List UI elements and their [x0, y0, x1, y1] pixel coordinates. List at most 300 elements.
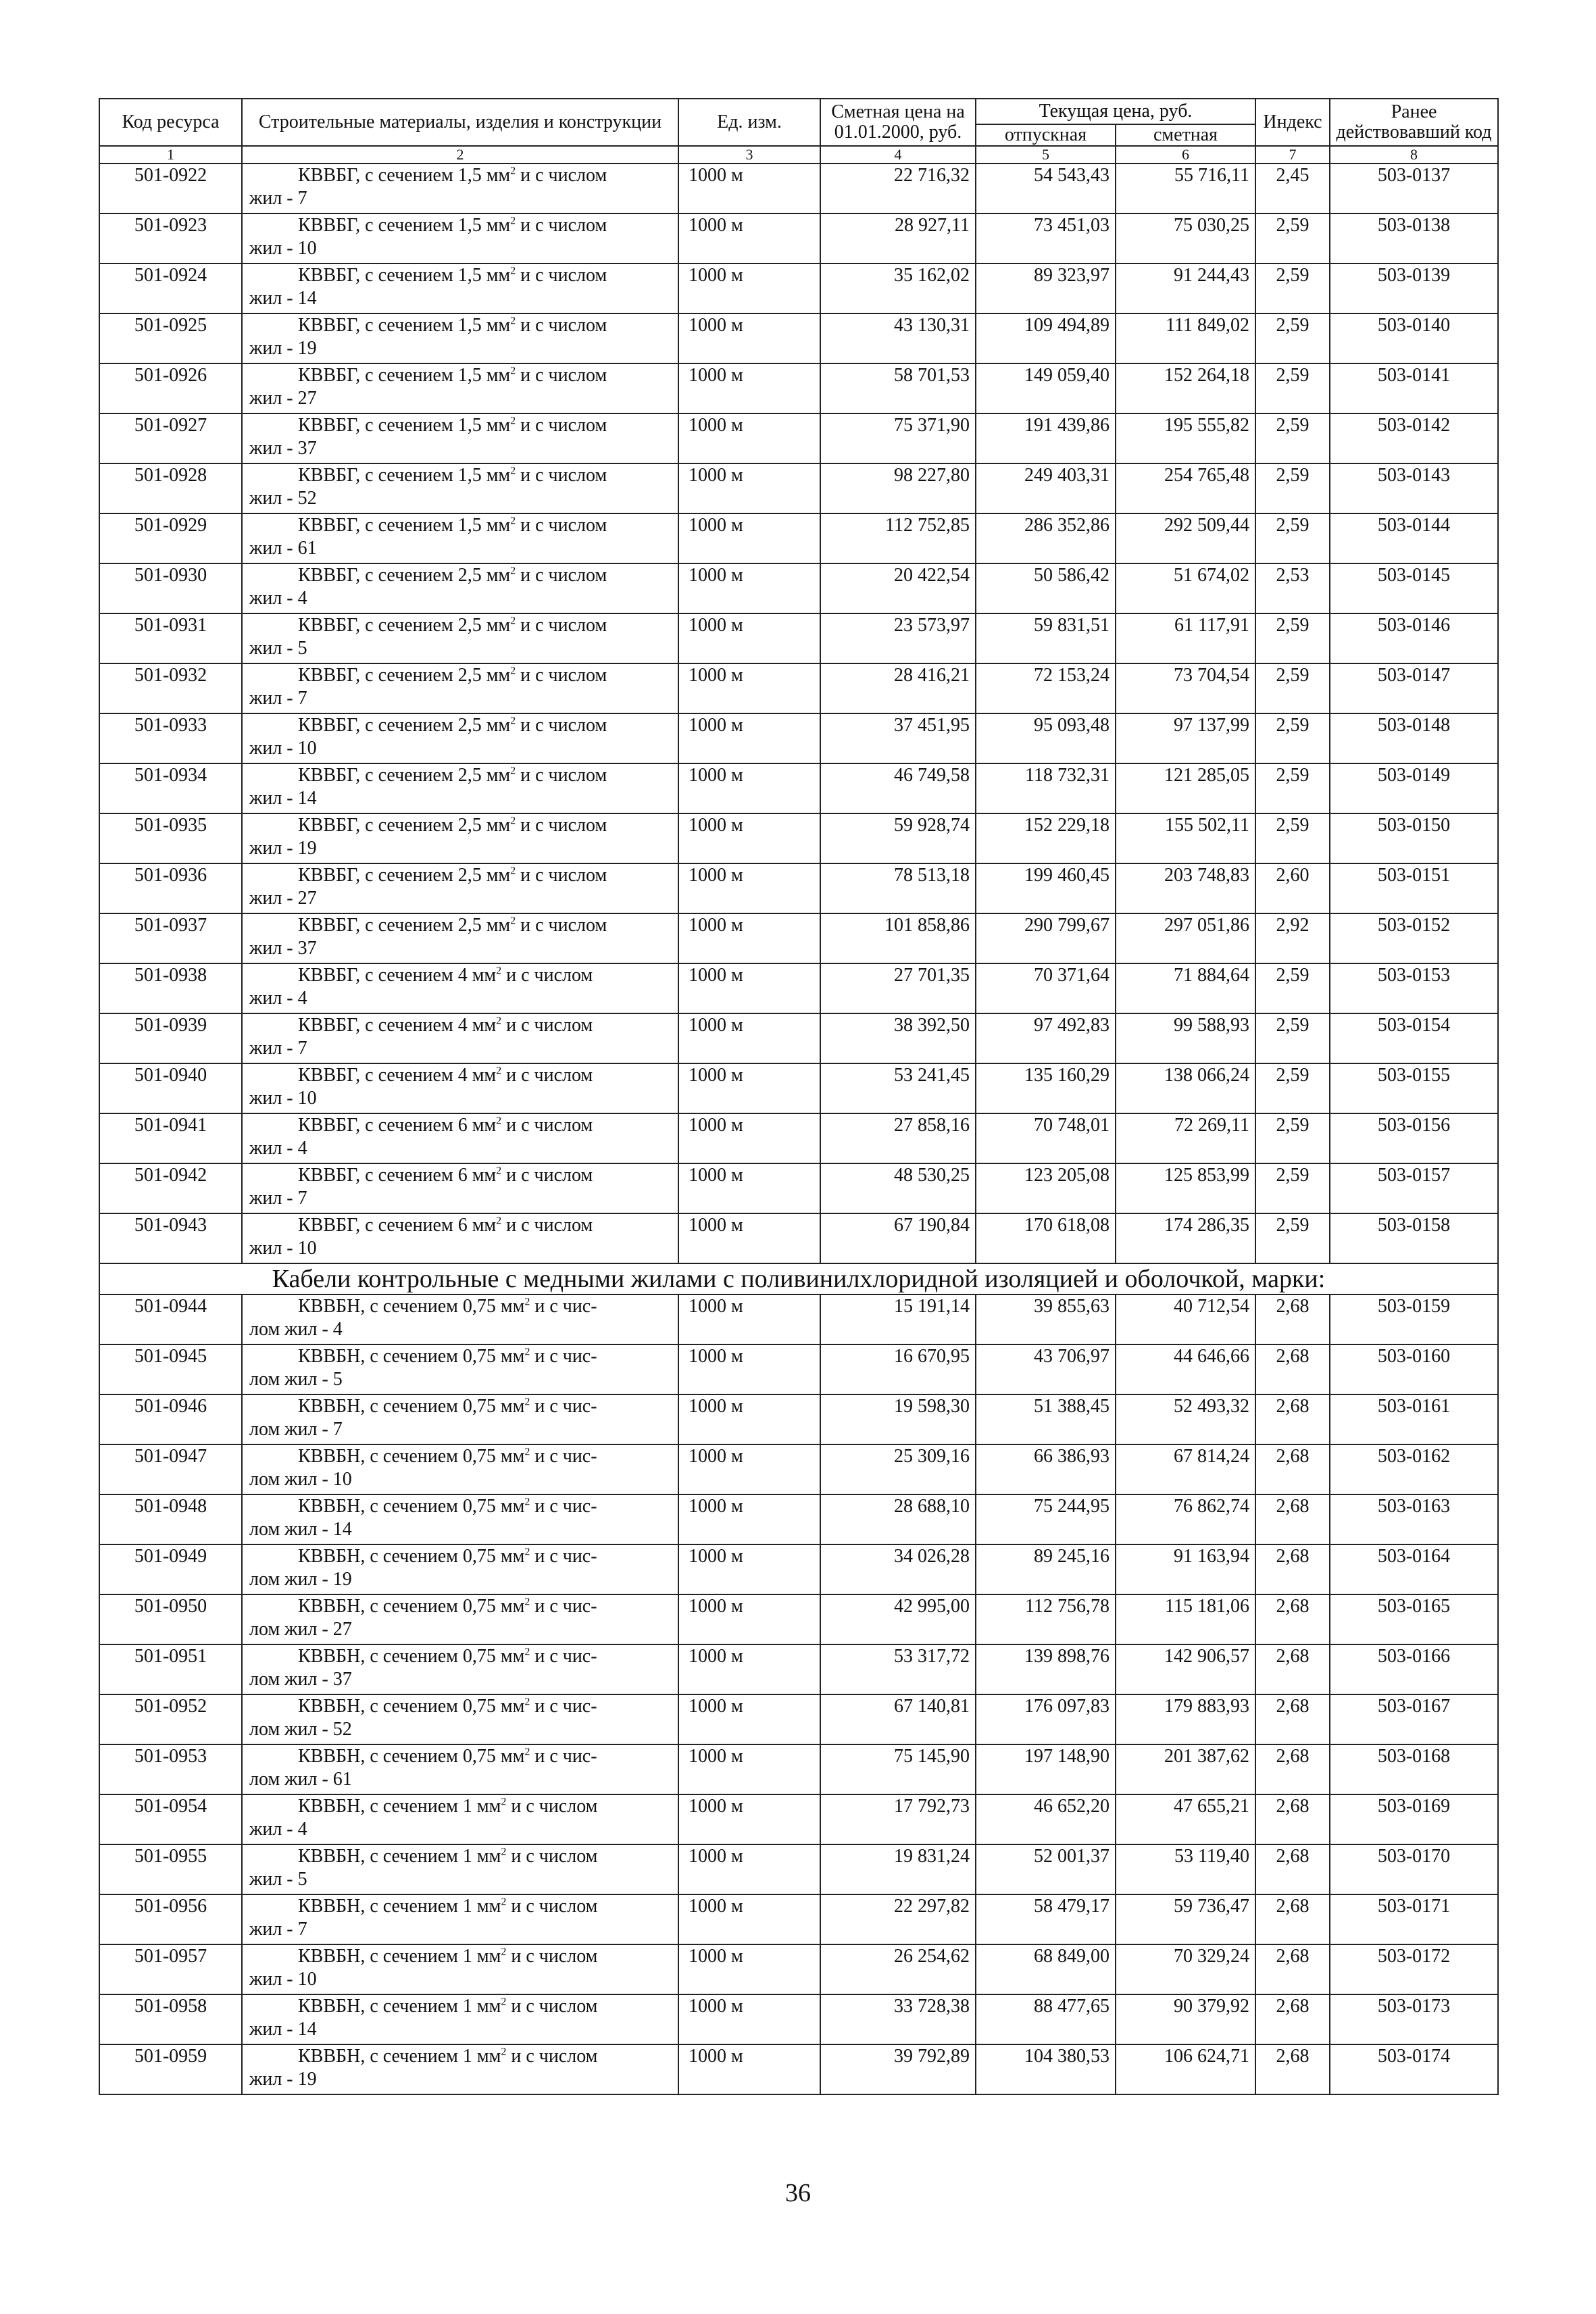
- material-name-cell: [242, 513, 678, 563]
- material-name-line1: КВВБГ, с сечением 2,5 $мм^2$ и с числом: [298, 865, 607, 886]
- resource-code-cell: 501-0945: [99, 1344, 242, 1394]
- index-cell: 2,59: [1255, 613, 1330, 663]
- material-name-cell: [242, 1894, 678, 1944]
- price-2000-cell: 33 728,38: [820, 1994, 976, 2044]
- old-code-cell: 503-0154: [1330, 1013, 1498, 1063]
- old-code-cell: 503-0167: [1330, 1694, 1498, 1744]
- column-number: 6: [1116, 146, 1255, 164]
- release-price-cell: 104 380,53: [976, 2044, 1116, 2094]
- material-name-line1: КВВБГ, с сечением 1,5 $мм^2$ и с числом: [298, 215, 607, 236]
- estimate-price-cell: 44 646,66: [1116, 1344, 1255, 1394]
- estimate-price-cell: 53 119,40: [1116, 1844, 1255, 1894]
- release-price-cell: 88 477,65: [976, 1994, 1116, 2044]
- price-2000-cell: 58 701,53: [820, 363, 976, 413]
- material-name-line1: КВВБН, с сечением 0,75 $мм^2$ и с чис-: [298, 1496, 597, 1517]
- table-row: [99, 1794, 1498, 1844]
- index-cell: 2,59: [1255, 513, 1330, 563]
- old-code-cell: 503-0158: [1330, 1213, 1498, 1263]
- table-row: [99, 164, 1498, 213]
- resource-code-cell: 501-0948: [99, 1494, 242, 1544]
- unit-cell: 1000 м: [678, 713, 820, 763]
- price-2000-cell: 19 831,24: [820, 1844, 976, 1894]
- resource-code-cell: 501-0952: [99, 1694, 242, 1744]
- material-name-cell: [242, 1494, 678, 1544]
- old-code-cell: 503-0138: [1330, 213, 1498, 263]
- old-code-cell: 503-0169: [1330, 1794, 1498, 1844]
- estimate-price-cell: 201 387,62: [1116, 1744, 1255, 1794]
- material-name-line2: жил - 7: [249, 688, 307, 709]
- index-cell: 2,68: [1255, 1344, 1330, 1394]
- price-2000-cell: 17 792,73: [820, 1794, 976, 1844]
- material-name-line1: КВВБГ, с сечением 1,5 $мм^2$ и с числом: [298, 515, 607, 536]
- index-cell: 2,68: [1255, 1894, 1330, 1944]
- resource-code-cell: 501-0935: [99, 813, 242, 863]
- release-price-cell: 58 479,17: [976, 1894, 1116, 1944]
- estimate-price-cell: 76 862,74: [1116, 1494, 1255, 1544]
- material-name-cell: [242, 1944, 678, 1994]
- material-name-line1: КВВБН, с сечением 1 $мм^2$ и с числом: [298, 2046, 598, 2067]
- estimate-price-cell: 73 704,54: [1116, 663, 1255, 713]
- material-name-line1: КВВБГ, с сечением 6 $мм^2$ и с числом: [298, 1115, 593, 1136]
- old-code-cell: 503-0156: [1330, 1113, 1498, 1163]
- release-price-cell: 135 160,29: [976, 1063, 1116, 1113]
- material-name-line2: лом жил - 37: [249, 1669, 352, 1690]
- unit-cell: 1000 м: [678, 1113, 820, 1163]
- estimate-price-cell: 47 655,21: [1116, 1794, 1255, 1844]
- price-2000-cell: 28 688,10: [820, 1494, 976, 1544]
- material-name-line2: жил - 10: [249, 238, 317, 259]
- estimate-price-cell: 142 906,57: [1116, 1644, 1255, 1694]
- price-2000-cell: 42 995,00: [820, 1594, 976, 1644]
- price-2000-cell: 15 191,14: [820, 1294, 976, 1344]
- resource-code-cell: 501-0936: [99, 863, 242, 913]
- unit-cell: 1000 м: [678, 1544, 820, 1594]
- column-number: 1: [99, 146, 242, 164]
- material-name-line2: жил - 7: [249, 188, 307, 209]
- unit-cell: 1000 м: [678, 1644, 820, 1694]
- release-price-cell: 72 153,24: [976, 663, 1116, 713]
- release-price-cell: 51 388,45: [976, 1394, 1116, 1444]
- material-name-cell: [242, 1163, 678, 1213]
- old-code-cell: 503-0170: [1330, 1844, 1498, 1894]
- material-name-cell: [242, 1444, 678, 1494]
- table-row: [99, 413, 1498, 463]
- release-price-cell: 290 799,67: [976, 913, 1116, 963]
- material-name-cell: [242, 1394, 678, 1444]
- estimate-price-cell: 125 853,99: [1116, 1163, 1255, 1213]
- material-name-line2: жил - 4: [249, 588, 307, 609]
- material-name-line1: КВВБН, с сечением 0,75 $мм^2$ и с чис-: [298, 1746, 597, 1767]
- price-2000-cell: 75 145,90: [820, 1744, 976, 1794]
- unit-cell: 1000 м: [678, 363, 820, 413]
- material-name-line2: жил - 14: [249, 788, 317, 809]
- price-2000-cell: 37 451,95: [820, 713, 976, 763]
- table-row: [99, 1844, 1498, 1894]
- column-number: 2: [242, 146, 678, 164]
- resource-code-cell: 501-0954: [99, 1794, 242, 1844]
- resource-code-cell: 501-0940: [99, 1063, 242, 1113]
- header-release-price: отпускная: [976, 124, 1116, 146]
- release-price-cell: 46 652,20: [976, 1794, 1116, 1844]
- material-name-line2: жил - 14: [249, 288, 317, 309]
- release-price-cell: 109 494,89: [976, 313, 1116, 363]
- material-name-cell: [242, 913, 678, 963]
- index-cell: 2,68: [1255, 1644, 1330, 1694]
- unit-cell: 1000 м: [678, 1744, 820, 1794]
- price-2000-cell: 59 928,74: [820, 813, 976, 863]
- release-price-cell: 197 148,90: [976, 1744, 1116, 1794]
- estimate-price-cell: 152 264,18: [1116, 363, 1255, 413]
- table-row: [99, 1994, 1498, 2044]
- index-cell: 2,53: [1255, 563, 1330, 613]
- table-row: [99, 1644, 1498, 1694]
- material-name-cell: [242, 963, 678, 1013]
- price-2000-cell: 38 392,50: [820, 1013, 976, 1063]
- release-price-cell: 249 403,31: [976, 463, 1116, 513]
- release-price-cell: 191 439,86: [976, 413, 1116, 463]
- material-name-cell: [242, 1213, 678, 1263]
- table-row: [99, 813, 1498, 863]
- table-row: [99, 1694, 1498, 1744]
- material-name-cell: [242, 763, 678, 813]
- unit-cell: 1000 м: [678, 1163, 820, 1213]
- material-name-line2: жил - 5: [249, 638, 307, 659]
- price-table: [99, 98, 1499, 2095]
- material-name-line1: КВВБГ, с сечением 2,5 $мм^2$ и с числом: [298, 915, 607, 936]
- material-name-cell: [242, 313, 678, 363]
- estimate-price-cell: 292 509,44: [1116, 513, 1255, 563]
- index-cell: 2,68: [1255, 1544, 1330, 1594]
- unit-cell: 1000 м: [678, 663, 820, 713]
- unit-cell: 1000 м: [678, 1294, 820, 1344]
- table-row: [99, 1394, 1498, 1444]
- material-name-line1: КВВБГ, с сечением 1,5 $мм^2$ и с числом: [298, 365, 607, 386]
- material-name-line1: КВВБН, с сечением 0,75 $мм^2$ и с чис-: [298, 1346, 597, 1367]
- material-name-line2: жил - 27: [249, 888, 317, 909]
- material-name-line2: жил - 4: [249, 988, 307, 1009]
- estimate-price-cell: 106 624,71: [1116, 2044, 1255, 2094]
- material-name-line1: КВВБГ, с сечением 4 $мм^2$ и с числом: [298, 1015, 593, 1036]
- material-name-cell: [242, 164, 678, 213]
- price-2000-cell: 48 530,25: [820, 1163, 976, 1213]
- header-estimate-price: сметная: [1116, 124, 1255, 146]
- price-2000-cell: 27 858,16: [820, 1113, 976, 1163]
- material-name-line2: лом жил - 27: [249, 1619, 352, 1640]
- old-code-cell: 503-0150: [1330, 813, 1498, 863]
- material-name-line2: жил - 10: [249, 1969, 317, 1990]
- price-2000-cell: 75 371,90: [820, 413, 976, 463]
- resource-code-cell: 501-0949: [99, 1544, 242, 1594]
- unit-cell: 1000 м: [678, 1694, 820, 1744]
- release-price-cell: 97 492,83: [976, 1013, 1116, 1063]
- material-name-line1: КВВБН, с сечением 0,75 $мм^2$ и с чис-: [298, 1596, 597, 1617]
- old-code-cell: 503-0171: [1330, 1894, 1498, 1944]
- table-row: [99, 963, 1498, 1013]
- release-price-cell: 54 543,43: [976, 164, 1116, 213]
- column-number: 3: [678, 146, 820, 164]
- old-code-cell: 503-0142: [1330, 413, 1498, 463]
- table-row: [99, 1294, 1498, 1344]
- resource-code-cell: 501-0924: [99, 263, 242, 313]
- unit-cell: 1000 м: [678, 1494, 820, 1544]
- resource-code-cell: 501-0934: [99, 763, 242, 813]
- material-name-line1: КВВБН, с сечением 0,75 $мм^2$ и с чис-: [298, 1646, 597, 1667]
- table-row: [99, 1163, 1498, 1213]
- unit-cell: 1000 м: [678, 913, 820, 963]
- price-2000-cell: 26 254,62: [820, 1944, 976, 1994]
- estimate-price-cell: 72 269,11: [1116, 1113, 1255, 1163]
- column-number: 8: [1330, 146, 1498, 164]
- resource-code-cell: 501-0925: [99, 313, 242, 363]
- index-cell: 2,59: [1255, 1113, 1330, 1163]
- unit-cell: 1000 м: [678, 1444, 820, 1494]
- table-row: [99, 463, 1498, 513]
- old-code-cell: 503-0166: [1330, 1644, 1498, 1694]
- index-cell: 2,68: [1255, 1494, 1330, 1544]
- old-code-cell: 503-0165: [1330, 1594, 1498, 1644]
- old-code-cell: 503-0155: [1330, 1063, 1498, 1113]
- resource-code-cell: 501-0943: [99, 1213, 242, 1263]
- material-name-line1: КВВБН, с сечением 1 $мм^2$ и с числом: [298, 1946, 598, 1967]
- index-cell: 2,59: [1255, 963, 1330, 1013]
- price-2000-cell: 22 716,32: [820, 164, 976, 213]
- resource-code-cell: 501-0932: [99, 663, 242, 713]
- resource-code-cell: 501-0927: [99, 413, 242, 463]
- resource-code-cell: 501-0933: [99, 713, 242, 763]
- table-row: [99, 1494, 1498, 1544]
- resource-code-cell: 501-0931: [99, 613, 242, 663]
- material-name-line1: КВВБГ, с сечением 2,5 $мм^2$ и с числом: [298, 565, 607, 586]
- header-resource-code: Код ресурса: [99, 99, 242, 146]
- old-code-cell: 503-0160: [1330, 1344, 1498, 1394]
- material-name-cell: [242, 863, 678, 913]
- price-2000-cell: 53 241,45: [820, 1063, 976, 1113]
- table-row: [99, 913, 1498, 963]
- material-name-cell: [242, 1344, 678, 1394]
- table-row: [99, 613, 1498, 663]
- release-price-cell: 118 732,31: [976, 763, 1116, 813]
- resource-code-cell: 501-0953: [99, 1744, 242, 1794]
- release-price-cell: 75 244,95: [976, 1494, 1116, 1544]
- material-name-line2: лом жил - 10: [249, 1469, 352, 1490]
- material-name-line1: КВВБН, с сечением 0,75 $мм^2$ и с чис-: [298, 1546, 597, 1567]
- estimate-price-cell: 91 244,43: [1116, 263, 1255, 313]
- price-2000-cell: 28 416,21: [820, 663, 976, 713]
- material-name-cell: [242, 1594, 678, 1644]
- material-name-line2: жил - 10: [249, 1238, 317, 1259]
- index-cell: 2,59: [1255, 413, 1330, 463]
- unit-cell: 1000 м: [678, 213, 820, 263]
- release-price-cell: 176 097,83: [976, 1694, 1116, 1744]
- table-row: [99, 363, 1498, 413]
- unit-cell: 1000 м: [678, 313, 820, 363]
- index-cell: 2,60: [1255, 863, 1330, 913]
- index-cell: 2,68: [1255, 1744, 1330, 1794]
- resource-code-cell: 501-0950: [99, 1594, 242, 1644]
- resource-code-cell: 501-0947: [99, 1444, 242, 1494]
- table-row: [99, 1894, 1498, 1944]
- index-cell: 2,59: [1255, 1063, 1330, 1113]
- material-name-cell: [242, 1794, 678, 1844]
- column-number: 4: [820, 146, 976, 164]
- material-name-line2: лом жил - 4: [249, 1319, 343, 1340]
- old-code-cell: 503-0143: [1330, 463, 1498, 513]
- unit-cell: 1000 м: [678, 1394, 820, 1444]
- index-cell: 2,68: [1255, 1444, 1330, 1494]
- material-name-cell: [242, 463, 678, 513]
- table-row: [99, 563, 1498, 613]
- table-row: [99, 1344, 1498, 1394]
- price-2000-cell: 98 227,80: [820, 463, 976, 513]
- old-code-cell: 503-0163: [1330, 1494, 1498, 1544]
- material-name-line1: КВВБГ, с сечением 1,5 $мм^2$ и с числом: [298, 315, 607, 336]
- header-price-2000: Сметная цена на 01.01.2000, руб.: [820, 99, 976, 146]
- price-2000-cell: 78 513,18: [820, 863, 976, 913]
- release-price-cell: 39 855,63: [976, 1294, 1116, 1344]
- unit-cell: 1000 м: [678, 413, 820, 463]
- table-row: [99, 1544, 1498, 1594]
- price-table-sheet: [99, 98, 1497, 2095]
- index-cell: 2,59: [1255, 1163, 1330, 1213]
- unit-cell: 1000 м: [678, 1594, 820, 1644]
- old-code-cell: 503-0140: [1330, 313, 1498, 363]
- estimate-price-cell: 195 555,82: [1116, 413, 1255, 463]
- resource-code-cell: 501-0928: [99, 463, 242, 513]
- release-price-cell: 152 229,18: [976, 813, 1116, 863]
- table-row: [99, 313, 1498, 363]
- release-price-cell: 59 831,51: [976, 613, 1116, 663]
- index-cell: 2,59: [1255, 1013, 1330, 1063]
- table-row: [99, 513, 1498, 563]
- material-name-cell: [242, 1544, 678, 1594]
- material-name-cell: [242, 1844, 678, 1894]
- material-name-line2: лом жил - 61: [249, 1769, 352, 1790]
- material-name-cell: [242, 1113, 678, 1163]
- price-2000-cell: 67 190,84: [820, 1213, 976, 1263]
- table-row: [99, 1113, 1498, 1163]
- release-price-cell: 52 001,37: [976, 1844, 1116, 1894]
- material-name-cell: [242, 213, 678, 263]
- material-name-cell: [242, 613, 678, 663]
- index-cell: 2,59: [1255, 463, 1330, 513]
- unit-cell: 1000 м: [678, 863, 820, 913]
- material-name-cell: [242, 1744, 678, 1794]
- material-name-line2: лом жил - 5: [249, 1369, 343, 1390]
- table-row: [99, 263, 1498, 313]
- material-name-line1: КВВБГ, с сечением 6 $мм^2$ и с числом: [298, 1165, 593, 1186]
- material-name-line2: лом жил - 14: [249, 1519, 352, 1540]
- old-code-cell: 503-0174: [1330, 2044, 1498, 2094]
- unit-cell: 1000 м: [678, 2044, 820, 2094]
- estimate-price-cell: 111 849,02: [1116, 313, 1255, 363]
- release-price-cell: 139 898,76: [976, 1644, 1116, 1694]
- price-2000-cell: 25 309,16: [820, 1444, 976, 1494]
- index-cell: 2,59: [1255, 1213, 1330, 1263]
- material-name-line1: КВВБГ, с сечением 1,5 $мм^2$ и с числом: [298, 165, 607, 186]
- table-row: [99, 2044, 1498, 2094]
- material-name-cell: [242, 1294, 678, 1344]
- old-code-cell: 503-0162: [1330, 1444, 1498, 1494]
- price-2000-cell: 27 701,35: [820, 963, 976, 1013]
- old-code-cell: 503-0153: [1330, 963, 1498, 1013]
- material-name-line1: КВВБГ, с сечением 4 $мм^2$ и с числом: [298, 1065, 593, 1086]
- unit-cell: 1000 м: [678, 1944, 820, 1994]
- material-name-line1: КВВБГ, с сечением 2,5 $мм^2$ и с числом: [298, 715, 607, 736]
- price-2000-cell: 112 752,85: [820, 513, 976, 563]
- table-row: [99, 713, 1498, 763]
- release-price-cell: 123 205,08: [976, 1163, 1116, 1213]
- unit-cell: 1000 м: [678, 463, 820, 513]
- price-2000-cell: 20 422,54: [820, 563, 976, 613]
- material-name-cell: [242, 263, 678, 313]
- section-title: Кабели контрольные с медными жилами с поливинилхлоридной изоляцией и оболочкой, марки:: [99, 1263, 1498, 1294]
- unit-cell: 1000 м: [678, 763, 820, 813]
- estimate-price-cell: 90 379,92: [1116, 1994, 1255, 2044]
- release-price-cell: 89 323,97: [976, 263, 1116, 313]
- material-name-cell: [242, 663, 678, 713]
- release-price-cell: 95 093,48: [976, 713, 1116, 763]
- old-code-cell: 503-0148: [1330, 713, 1498, 763]
- material-name-line1: КВВБГ, с сечением 1,5 $мм^2$ и с числом: [298, 265, 607, 286]
- price-2000-cell: 53 317,72: [820, 1644, 976, 1694]
- resource-code-cell: 501-0939: [99, 1013, 242, 1063]
- estimate-price-cell: 52 493,32: [1116, 1394, 1255, 1444]
- resource-code-cell: 501-0937: [99, 913, 242, 963]
- unit-cell: 1000 м: [678, 513, 820, 563]
- index-cell: 2,59: [1255, 713, 1330, 763]
- unit-cell: 1000 м: [678, 563, 820, 613]
- material-name-line2: жил - 37: [249, 938, 317, 959]
- material-name-line2: лом жил - 19: [249, 1569, 352, 1590]
- resource-code-cell: 501-0941: [99, 1113, 242, 1163]
- index-cell: 2,68: [1255, 1394, 1330, 1444]
- table-row: [99, 1013, 1498, 1063]
- estimate-price-cell: 70 329,24: [1116, 1944, 1255, 1994]
- unit-cell: 1000 м: [678, 1994, 820, 2044]
- material-name-line1: КВВБН, с сечением 0,75 $мм^2$ и с чис-: [298, 1696, 597, 1717]
- release-price-cell: 112 756,78: [976, 1594, 1116, 1644]
- unit-cell: 1000 м: [678, 1844, 820, 1894]
- unit-cell: 1000 м: [678, 1894, 820, 1944]
- estimate-price-cell: 155 502,11: [1116, 813, 1255, 863]
- material-name-line2: жил - 5: [249, 1869, 307, 1890]
- estimate-price-cell: 138 066,24: [1116, 1063, 1255, 1113]
- resource-code-cell: 501-0930: [99, 563, 242, 613]
- old-code-cell: 503-0152: [1330, 913, 1498, 963]
- table-row: [99, 663, 1498, 713]
- price-2000-cell: 16 670,95: [820, 1344, 976, 1394]
- material-name-line1: КВВБГ, с сечением 2,5 $мм^2$ и с числом: [298, 615, 607, 636]
- material-name-cell: [242, 413, 678, 463]
- old-code-cell: 503-0151: [1330, 863, 1498, 913]
- index-cell: 2,59: [1255, 363, 1330, 413]
- resource-code-cell: 501-0929: [99, 513, 242, 563]
- old-code-cell: 503-0141: [1330, 363, 1498, 413]
- price-2000-cell: 46 749,58: [820, 763, 976, 813]
- index-cell: 2,68: [1255, 2044, 1330, 2094]
- estimate-price-cell: 91 163,94: [1116, 1544, 1255, 1594]
- price-2000-cell: 43 130,31: [820, 313, 976, 363]
- material-name-line2: жил - 37: [249, 438, 317, 459]
- old-code-cell: 503-0161: [1330, 1394, 1498, 1444]
- material-name-line2: жил - 27: [249, 388, 317, 409]
- resource-code-cell: 501-0958: [99, 1994, 242, 2044]
- index-cell: 2,68: [1255, 1844, 1330, 1894]
- old-code-cell: 503-0145: [1330, 563, 1498, 613]
- unit-cell: 1000 м: [678, 613, 820, 663]
- material-name-cell: [242, 813, 678, 863]
- header-materials: Строительные материалы, изделия и конструкции: [242, 99, 678, 146]
